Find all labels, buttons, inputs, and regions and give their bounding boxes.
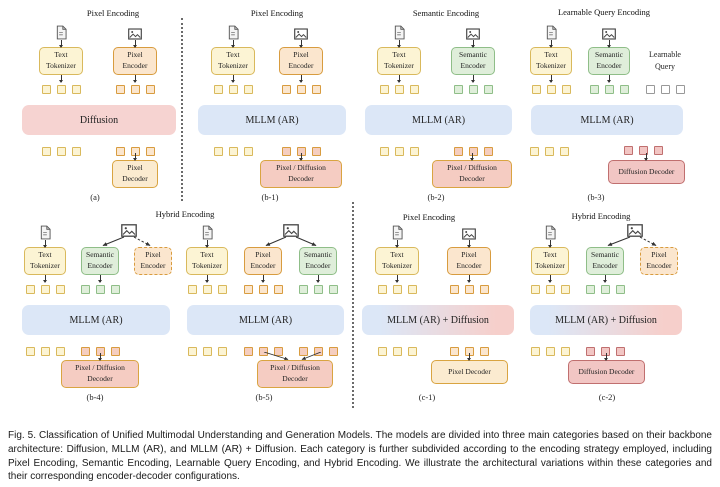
- token-output-image: [299, 347, 308, 356]
- token-pixel: [297, 85, 306, 94]
- output-text-tokens: [188, 345, 227, 357]
- down-arrow: [301, 153, 302, 160]
- token-text: [380, 85, 389, 94]
- token-text: [531, 347, 540, 356]
- token-text: [532, 85, 541, 94]
- decoder-group: [257, 360, 333, 388]
- down-arrow: [233, 75, 234, 82]
- image-icon: [602, 24, 616, 40]
- text-column: [21, 224, 69, 295]
- token-query: [646, 85, 655, 94]
- semantic-column: [296, 224, 340, 295]
- token-text: [408, 285, 417, 294]
- token-text: [547, 85, 556, 94]
- section-title: Hybrid Encoding: [571, 211, 631, 221]
- panel-label: (b-2): [427, 192, 445, 202]
- diffusion-decoder-box: Diffusion Decoder: [568, 360, 645, 384]
- token-text: [545, 147, 554, 156]
- token-text: [410, 85, 419, 94]
- token-text: [378, 347, 387, 356]
- mllm-backbone: MLLM (AR): [365, 105, 512, 135]
- token-text: [72, 147, 81, 156]
- token-text: [408, 347, 417, 356]
- token-text: [218, 347, 227, 356]
- down-arrow: [606, 353, 607, 360]
- down-arrow: [609, 40, 610, 47]
- panel-b2: [360, 24, 512, 206]
- down-arrow: [207, 275, 208, 282]
- output-text-tokens: [214, 145, 253, 157]
- token-text: [410, 147, 419, 156]
- down-arrow: [469, 240, 470, 247]
- token-semantic: [605, 85, 614, 94]
- panel-label: (b-1): [261, 192, 279, 202]
- output-text-tokens: [42, 145, 81, 157]
- learnable-query-label: Learnable Query: [649, 50, 681, 71]
- token-text: [395, 85, 404, 94]
- text-tokenizer-box: Text Tokenizer: [39, 47, 83, 75]
- section-title: Pixel Encoding: [402, 212, 456, 222]
- token-text: [244, 147, 253, 156]
- down-arrow: [550, 240, 551, 247]
- image-column: [110, 24, 160, 95]
- pixel-decoder-box: Pixel Decoder: [112, 160, 158, 188]
- panel-b4: [14, 224, 176, 406]
- down-arrow: [469, 275, 470, 282]
- down-arrow: [550, 275, 551, 282]
- text-tokenizer-box: Text Tokenizer: [375, 247, 419, 275]
- pixel-diffusion-decoder-box: Pixel / Diffusion Decoder: [61, 360, 139, 388]
- down-arrow: [135, 153, 136, 160]
- panel-label: (c-2): [598, 392, 616, 402]
- pixel-column: [131, 224, 175, 295]
- token-pixel: [274, 285, 283, 294]
- down-arrow: [233, 40, 234, 47]
- down-arrow: [263, 275, 264, 282]
- down-arrow: [469, 353, 470, 360]
- token-text: [244, 85, 253, 94]
- diffusion-backbone: Diffusion: [22, 105, 176, 135]
- section-title: Semantic Encoding: [412, 8, 480, 18]
- down-arrow: [397, 275, 398, 282]
- token-semantic: [454, 85, 463, 94]
- semantic-column: [78, 224, 122, 295]
- token-text: [546, 285, 555, 294]
- pixel-column: [637, 224, 681, 295]
- down-arrow: [646, 153, 647, 160]
- token-text: [56, 285, 65, 294]
- pixel-diffusion-decoder-box: Pixel / Diffusion Decoder: [257, 360, 333, 388]
- output-image-tokens: [299, 345, 338, 357]
- learnable-query-column: [641, 24, 689, 95]
- down-arrow: [399, 40, 400, 47]
- section-title: Pixel Encoding: [86, 8, 140, 18]
- mllm-diffusion-backbone: MLLM (AR) + Diffusion: [530, 305, 682, 335]
- token-pixel: [131, 85, 140, 94]
- pixel-diffusion-decoder-box: Pixel / Diffusion Decoder: [260, 160, 342, 188]
- decoder-group: [260, 153, 342, 188]
- token-text: [26, 285, 35, 294]
- query-tokens: [646, 83, 685, 95]
- output-text-tokens: [530, 145, 569, 157]
- down-arrow: [397, 240, 398, 247]
- semantic-encoder-box: Semantic Encoder: [586, 247, 624, 275]
- panel-label: (b-5): [255, 392, 273, 402]
- document-icon: [545, 24, 557, 40]
- token-query: [676, 85, 685, 94]
- token-text: [531, 285, 540, 294]
- pixel-column: [241, 224, 285, 295]
- token-pixel: [312, 85, 321, 94]
- divider-vertical: [352, 202, 354, 408]
- token-text: [188, 347, 197, 356]
- section-title: Pixel Encoding: [250, 8, 304, 18]
- down-arrow: [399, 75, 400, 82]
- document-icon: [544, 224, 556, 240]
- token-pixel: [116, 85, 125, 94]
- document-icon: [393, 24, 405, 40]
- document-icon: [39, 224, 51, 240]
- document-icon: [227, 24, 239, 40]
- figure-caption: Fig. 5. Classification of Unified Multimodal Understanding and Generation Models. The models are divided into three main categories based on their backbone architecture: Diffusion, MLLM (AR), and MLLM (AR) + Diffusion. Each category is further subdivided according to the encoding strategy employed, including Pixel Encoding, Semantic Encoding, Learnable Query Encoding, and Hybrid Encoding. We illustrate the architectural variations within these categories and their corresponding encoder-decoder configurations.: [8, 430, 712, 483]
- down-arrow: [61, 40, 62, 47]
- token-text: [229, 147, 238, 156]
- text-column: [528, 224, 572, 295]
- image-column: [444, 224, 494, 295]
- token-semantic: [484, 85, 493, 94]
- down-arrow: [605, 275, 606, 282]
- semantic-encoder-box: Semantic Encoder: [588, 47, 630, 75]
- pixel-decoder-box: Pixel Decoder: [431, 360, 508, 384]
- token-output-image: [259, 347, 268, 356]
- decoder-group: [432, 153, 512, 188]
- document-icon: [391, 224, 403, 240]
- decoder-group: [608, 153, 685, 184]
- mllm-backbone: MLLM (AR): [198, 105, 346, 135]
- down-arrow: [318, 275, 319, 282]
- down-arrow: [473, 75, 474, 82]
- image-icon: [466, 24, 480, 40]
- pixel-encoder-box: Pixel Encoder: [279, 47, 323, 75]
- token-text: [203, 347, 212, 356]
- text-column: [527, 24, 575, 95]
- panel-label: (b-3): [587, 192, 605, 202]
- token-text: [393, 285, 402, 294]
- token-pixel: [465, 285, 474, 294]
- pixel-diffusion-decoder-box: Pixel / Diffusion Decoder: [432, 160, 512, 188]
- document-icon: [55, 24, 67, 40]
- token-semantic: [314, 285, 323, 294]
- token-text: [562, 85, 571, 94]
- token-text: [41, 347, 50, 356]
- text-column: [372, 224, 422, 295]
- text-column: [374, 24, 424, 95]
- image-icon: [294, 24, 308, 40]
- token-text: [218, 285, 227, 294]
- token-text: [214, 85, 223, 94]
- token-semantic: [299, 285, 308, 294]
- text-tokenizer-box: Text Tokenizer: [24, 247, 66, 275]
- decoder-group: [568, 353, 645, 384]
- token-output-image: [329, 347, 338, 356]
- token-text: [560, 147, 569, 156]
- token-output-image: [244, 347, 253, 356]
- pixel-encoder-box: Pixel Encoder: [244, 247, 282, 275]
- down-arrow: [609, 75, 610, 82]
- token-pixel: [244, 285, 253, 294]
- semantic-encoder-box: Semantic Encoder: [81, 247, 119, 275]
- document-icon: [201, 224, 213, 240]
- panel-b5: [184, 224, 344, 406]
- down-arrow: [473, 40, 474, 47]
- token-text: [57, 147, 66, 156]
- mllm-backbone: MLLM (AR): [22, 305, 170, 335]
- down-arrow: [551, 75, 552, 82]
- token-text: [380, 147, 389, 156]
- pixel-encoder-box-dashed: Pixel Encoder: [640, 247, 678, 275]
- token-text: [378, 285, 387, 294]
- token-semantic: [469, 85, 478, 94]
- token-semantic: [601, 285, 610, 294]
- text-column: [208, 24, 258, 95]
- image-column: [585, 24, 633, 95]
- token-text: [530, 147, 539, 156]
- token-text: [57, 85, 66, 94]
- token-text: [42, 147, 51, 156]
- text-tokenizer-box: Text Tokenizer: [530, 47, 572, 75]
- token-semantic: [81, 285, 90, 294]
- token-semantic: [96, 285, 105, 294]
- down-arrow: [45, 275, 46, 282]
- mllm-diffusion-backbone: MLLM (AR) + Diffusion: [362, 305, 514, 335]
- token-pixel: [146, 85, 155, 94]
- semantic-encoder-box: Semantic Encoder: [451, 47, 495, 75]
- token-text: [72, 85, 81, 94]
- image-column: [276, 24, 326, 95]
- down-arrow: [551, 40, 552, 47]
- down-arrow: [135, 75, 136, 82]
- token-semantic: [329, 285, 338, 294]
- token-semantic: [620, 85, 629, 94]
- down-arrow: [207, 240, 208, 247]
- down-arrow: [301, 40, 302, 47]
- section-title: Hybrid Encoding: [155, 209, 215, 219]
- token-text: [393, 347, 402, 356]
- token-text: [229, 85, 238, 94]
- output-text-tokens: [26, 345, 65, 357]
- image-column: [448, 24, 498, 95]
- semantic-column: [583, 224, 627, 295]
- output-text-tokens: [380, 145, 419, 157]
- text-column: [36, 24, 86, 95]
- panel-label: (a): [90, 192, 100, 202]
- panel-b1: [192, 24, 348, 206]
- down-arrow: [135, 40, 136, 47]
- image-icon: [462, 224, 476, 240]
- token-text: [42, 85, 51, 94]
- panel-c2: [528, 224, 718, 406]
- text-tokenizer-box: Text Tokenizer: [211, 47, 255, 75]
- down-arrow: [472, 153, 473, 160]
- token-output-image: [274, 347, 283, 356]
- panel-c1: [362, 224, 528, 406]
- decoder-group: [112, 153, 158, 188]
- panel-b3: [526, 24, 718, 206]
- token-pixel: [450, 285, 459, 294]
- decoder-group: [431, 353, 508, 384]
- panel-label: (b-4): [86, 392, 104, 402]
- diffusion-decoder-box: Diffusion Decoder: [608, 160, 685, 184]
- token-output-image: [314, 347, 323, 356]
- text-tokenizer-box: Text Tokenizer: [186, 247, 228, 275]
- text-tokenizer-box: Text Tokenizer: [377, 47, 421, 75]
- token-pixel: [282, 85, 291, 94]
- token-semantic: [590, 85, 599, 94]
- pixel-encoder-box-dashed: Pixel Encoder: [134, 247, 172, 275]
- token-text: [41, 285, 50, 294]
- token-text: [546, 347, 555, 356]
- token-text: [214, 147, 223, 156]
- token-semantic: [616, 285, 625, 294]
- token-pixel: [259, 285, 268, 294]
- down-arrow: [61, 75, 62, 82]
- token-text: [561, 285, 570, 294]
- token-semantic: [586, 285, 595, 294]
- mllm-backbone: MLLM (AR): [531, 105, 683, 135]
- token-semantic: [111, 285, 120, 294]
- semantic-encoder-box: Semantic Encoder: [299, 247, 337, 275]
- mllm-backbone: MLLM (AR): [187, 305, 344, 335]
- text-column: [183, 224, 231, 295]
- image-icon: [128, 24, 142, 40]
- token-text: [203, 285, 212, 294]
- down-arrow: [100, 275, 101, 282]
- text-tokenizer-box: Text Tokenizer: [531, 247, 569, 275]
- output-image-tokens: [244, 345, 283, 357]
- pixel-encoder-box: Pixel Encoder: [447, 247, 491, 275]
- token-pixel: [480, 285, 489, 294]
- token-text: [395, 147, 404, 156]
- pixel-encoder-box: Pixel Encoder: [113, 47, 157, 75]
- output-text-tokens: [378, 345, 417, 357]
- token-query: [661, 85, 670, 94]
- panel-label: (c-1): [418, 392, 436, 402]
- section-title: Learnable Query Encoding: [557, 7, 651, 17]
- token-text: [26, 347, 35, 356]
- down-arrow: [45, 240, 46, 247]
- decoder-group: [61, 353, 139, 388]
- panel-a: [20, 24, 176, 206]
- down-arrow: [100, 353, 101, 360]
- down-arrow: [301, 75, 302, 82]
- token-text: [188, 285, 197, 294]
- divider-vertical: [181, 18, 183, 201]
- output-text-tokens: [531, 345, 570, 357]
